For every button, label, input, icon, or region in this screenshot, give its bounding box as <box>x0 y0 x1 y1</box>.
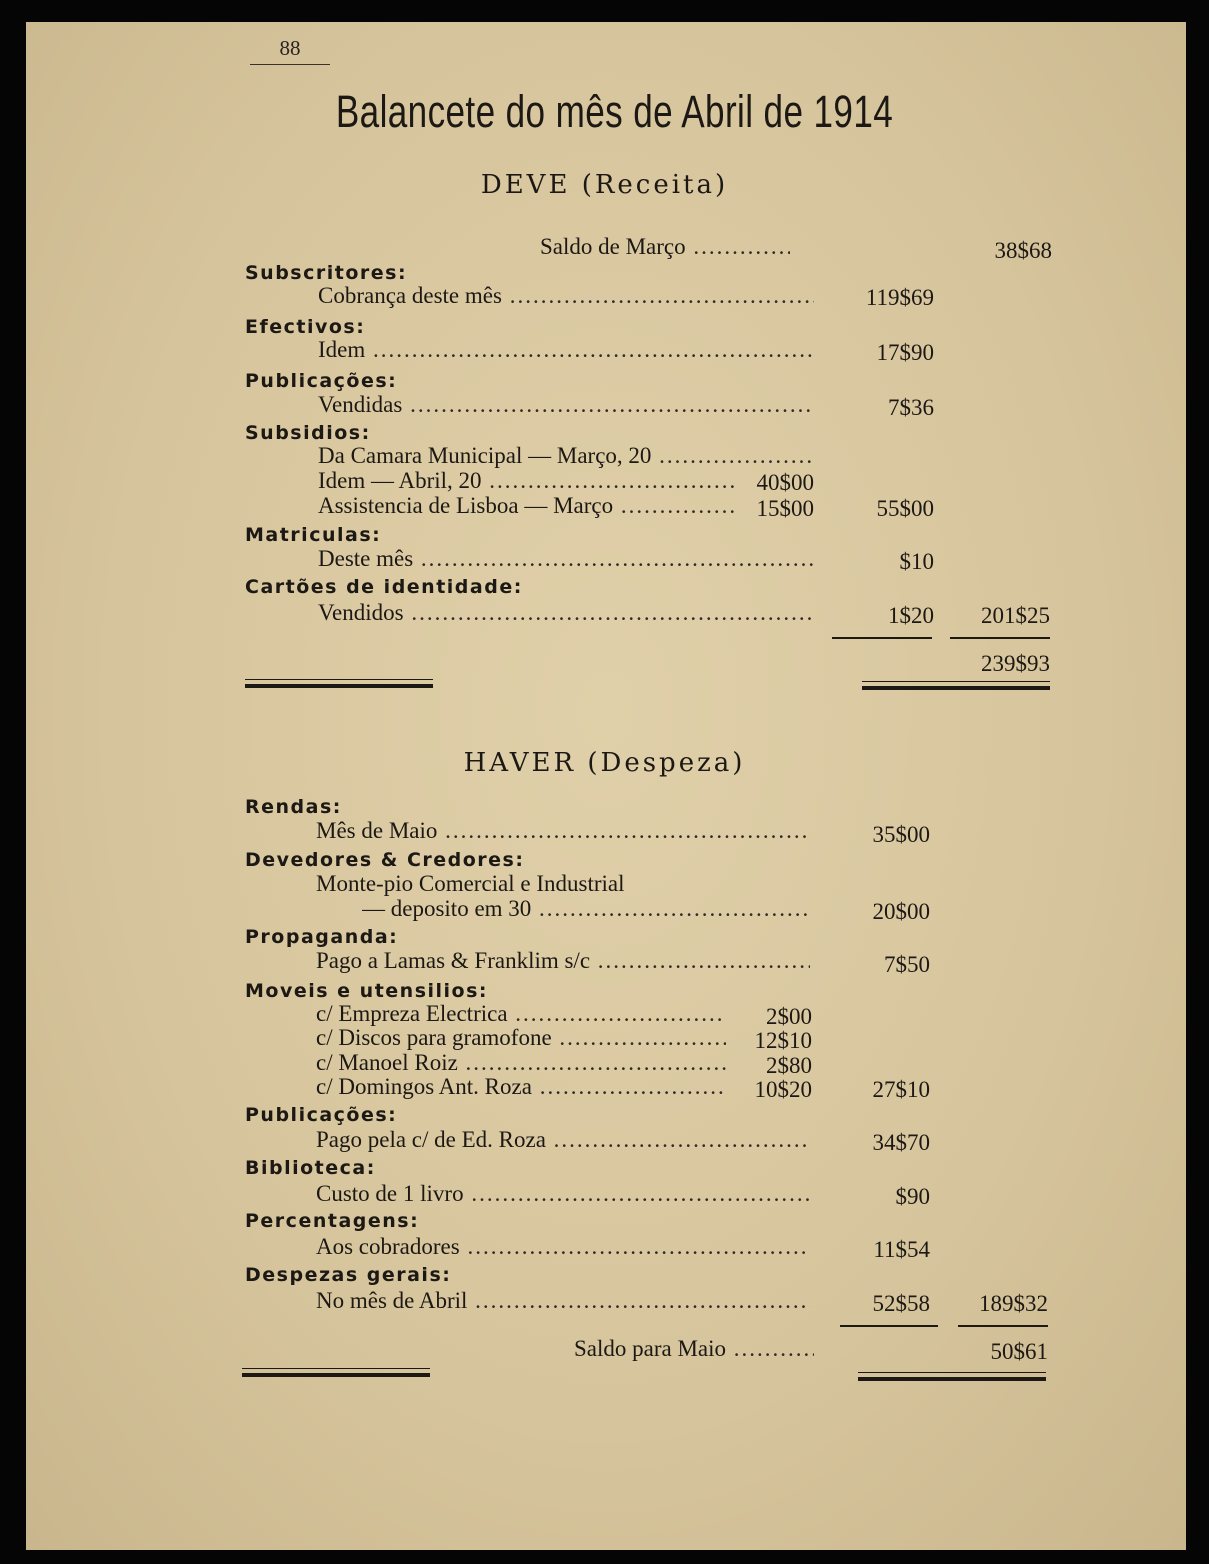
page-number-rule <box>250 64 330 65</box>
subtotal-rule <box>840 1325 938 1327</box>
ledger-line-label: No mês de Abril ..... <box>316 1288 810 1314</box>
page-number: 88 <box>279 36 301 60</box>
category-biblioteca: Biblioteca: <box>245 1157 376 1179</box>
ledger-line-subtotal: $10 <box>899 549 934 574</box>
ledger-line-subtotal: 17$90 <box>876 340 934 365</box>
saldo-anterior-value: 38$68 <box>994 238 1052 263</box>
ledger-line-label: c/ Discos para gramofone ..... <box>316 1025 726 1051</box>
ledger-line-subtotal: 35$00 <box>872 822 930 847</box>
ledger-line-label: Assistencia de Lisboa — Março ..... <box>318 493 736 519</box>
ledger-line-label: c/ Domingos Ant. Roza ..... <box>316 1074 726 1100</box>
ledger-line-subtotal: 52$58 <box>872 1291 930 1316</box>
category-cartoes-identidade: Cartões de identidade: <box>245 576 523 598</box>
ledger-line-label: Cobrança deste mês ..... <box>318 283 814 309</box>
category-publicacoes: Publicações: <box>245 1104 398 1126</box>
ledger-line-amount: 10$20 <box>754 1077 812 1102</box>
ledger-line-subtotal: 119$69 <box>865 285 934 310</box>
category-devedores-credores: Devedores & Credores: <box>245 849 525 871</box>
ledger-line-subtotal: 34$70 <box>872 1130 930 1155</box>
ledger-line-label: Pago pela c/ de Ed. Roza ..... <box>316 1127 810 1153</box>
ledger-line-amount: 40$00 <box>756 470 814 495</box>
ledger-line-label: Da Camara Municipal — Março, 20 ..... <box>318 443 814 469</box>
double-rule-left <box>245 679 433 688</box>
total-rule <box>950 637 1050 639</box>
ledger-line-subtotal: 7$50 <box>884 952 930 977</box>
category-matriculas: Matriculas: <box>245 524 382 546</box>
ledger-line-label: Aos cobradores ..... <box>316 1234 810 1260</box>
category-publicacoes: Publicações: <box>245 370 398 392</box>
ledger-line-amount: 15$00 <box>756 496 814 521</box>
subtotal-rule <box>832 637 932 639</box>
ledger-line-subtotal: 7$36 <box>888 395 934 420</box>
ledger-line-subtotal: 55$00 <box>876 496 934 521</box>
double-rule-right <box>858 1372 1046 1381</box>
category-propaganda: Propaganda: <box>245 926 399 948</box>
total-rule <box>958 1325 1048 1327</box>
ledger-line-label: Vendidos ..... <box>318 600 814 626</box>
double-rule-left <box>242 1368 430 1377</box>
ledger-line-label: c/ Empreza Electrica ..... <box>316 1001 726 1027</box>
ledger-line-label: Deste mês ..... <box>318 546 814 572</box>
category-efectivos: Efectivos: <box>245 316 366 338</box>
category-rendas: Rendas: <box>245 796 342 818</box>
ledger-line-label: Custo de 1 livro ..... <box>316 1181 810 1207</box>
deve-heading: DEVE (Receita) <box>480 170 729 200</box>
ledger-line-subtotal: $90 <box>895 1184 930 1209</box>
ledger-line-subtotal: 20$00 <box>872 899 930 924</box>
ledger-line-label: Monte-pio Comercial e Industrial <box>316 871 625 896</box>
ledger-line-label: Idem ..... <box>318 337 814 363</box>
ledger-line-label: Idem — Abril, 20 ..... <box>318 468 736 494</box>
ledger-line-label: Mês de Maio ..... <box>316 818 810 844</box>
ledger-line-label: — deposito em 30 ..... <box>362 896 810 922</box>
category-subscritores: Subscritores: <box>245 262 408 284</box>
ledger-line-amount: 2$80 <box>766 1053 812 1078</box>
saldo-seguinte-value: 50$61 <box>990 1339 1048 1364</box>
ledger-line-label: c/ Manoel Roiz ..... <box>316 1050 726 1076</box>
category-percentagens: Percentagens: <box>245 1210 420 1232</box>
ledger-line-amount: 2$00 <box>766 1004 812 1029</box>
category-moveis-utensilios: Moveis e utensilios: <box>245 980 488 1002</box>
ledger-line-subtotal: 1$20 <box>888 603 934 628</box>
ledger-line-label: Vendidas ..... <box>318 392 814 418</box>
double-rule-right <box>862 681 1050 690</box>
saldo-seguinte-label: Saldo para Maio ..... <box>574 1336 814 1362</box>
haver-heading: HAVER (Despeza) <box>463 748 746 778</box>
saldo-anterior-label: Saldo de Março ..... <box>540 234 790 260</box>
ledger-line-label: Pago a Lamas & Franklim s/c ..... <box>316 948 810 974</box>
deve-grand-total: 239$93 <box>981 651 1050 676</box>
category-despezas-gerais: Despezas gerais: <box>245 1264 452 1286</box>
category-subsidios: Subsidios: <box>245 422 371 444</box>
deve-group-total: 201$25 <box>981 603 1050 628</box>
ledger-line-amount: 12$10 <box>754 1028 812 1053</box>
haver-group-total: 189$32 <box>979 1291 1048 1316</box>
page-title: Balancete do mês de Abril de 1914 <box>335 86 894 137</box>
ledger-line-subtotal: 27$10 <box>872 1077 930 1102</box>
ledger-line-subtotal: 11$54 <box>873 1237 930 1262</box>
